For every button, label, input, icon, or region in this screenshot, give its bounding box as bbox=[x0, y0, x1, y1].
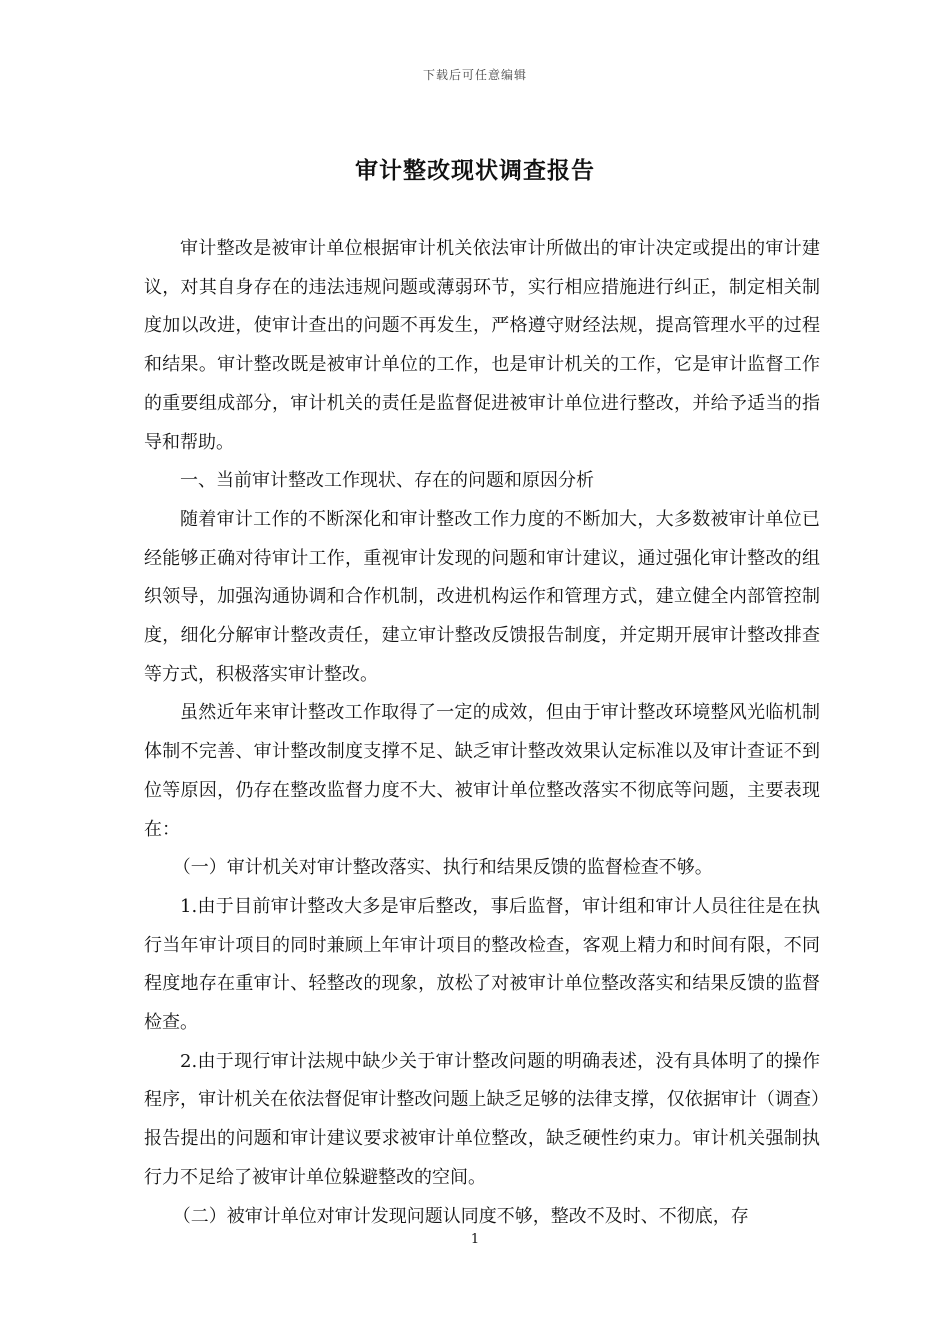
document-title: 审计整改现状调查报告 bbox=[355, 157, 595, 184]
page-number: 1 bbox=[470, 1232, 480, 1247]
paragraph-point-1: 1.由于目前审计整改大多是审后整改，事后监督，审计组和审计人员往往是在执行当年审计项目的同时兼顾上年审计项目的整改检查，客观上精力和时间有限，不同程度地存在重审计、轻整改的现象，放松了对被审计单位整改落实和结果反馈的监督检查。 bbox=[144, 895, 820, 1034]
section-heading-1: 一、当前审计整改工作现状、存在的问题和原因分析 bbox=[180, 470, 594, 492]
subsection-heading-2: （二）被审计单位对审计发现问题认同度不够，整改不及时、不彻底，存 bbox=[172, 1205, 749, 1227]
paragraph-point-2: 2.由于现行审计法规中缺少关于审计整改问题的明确表述，没有具体明了的操作程序，审计机关在依法督促审计整改问题上缺乏足够的法律支撑，仅依据审计（调查）报告提出的问题和审计建议要求被审计单位整改，缺乏硬性约束力。审计机关强制执行力不足给了被审计单位躲避整改的空间。 bbox=[144, 1050, 820, 1188]
header-note: 下载后可任意编辑 bbox=[422, 68, 527, 82]
paragraph-intro: 审计整改是被审计单位根据审计机关依法审计所做出的审计决定或提出的审计建议，对其自身存在的违法违规问题或薄弱环节，实行相应措施进行纠正，制定相关制度加以改进，使审计查出的问题不再发生，严格遵守财经法规，提高管理水平的过程和结果。审计整改既是被审计单位的工作，也是审计机关的工作，它是审计监督工作的重要组成部分，审计机关的责任是监督促进被审计单位进行整改，并给予适当的指导和帮助。 bbox=[144, 238, 820, 453]
subsection-heading-1: （一）审计机关对审计整改落实、执行和结果反馈的监督检查不够。 bbox=[172, 857, 713, 879]
document-body bbox=[144, 230, 820, 1236]
paragraph-status: 随着审计工作的不断深化和审计整改工作力度的不断加大，大多数被审计单位已经能够正确对待审计工作，重视审计发现的问题和审计建议，通过强化审计整改的组织领导，加强沟通协调和合作机制，改进机构运作和管理方式，建立健全内部管控制度，细化分解审计整改责任，建立审计整改反馈报告制度，并定期开展审计整改排查等方式，积极落实审计整改。 bbox=[144, 508, 820, 685]
paragraph-problems: 虽然近年来审计整改工作取得了一定的成效，但由于审计整改环境整风光临机制体制不完善、审计整改制度支撑不足、缺乏审计整改效果认定标准以及审计查证不到位等原因，仍存在整改监督力度不大、被审计单位整改落实不彻底等问题，主要表现在： bbox=[144, 702, 820, 840]
